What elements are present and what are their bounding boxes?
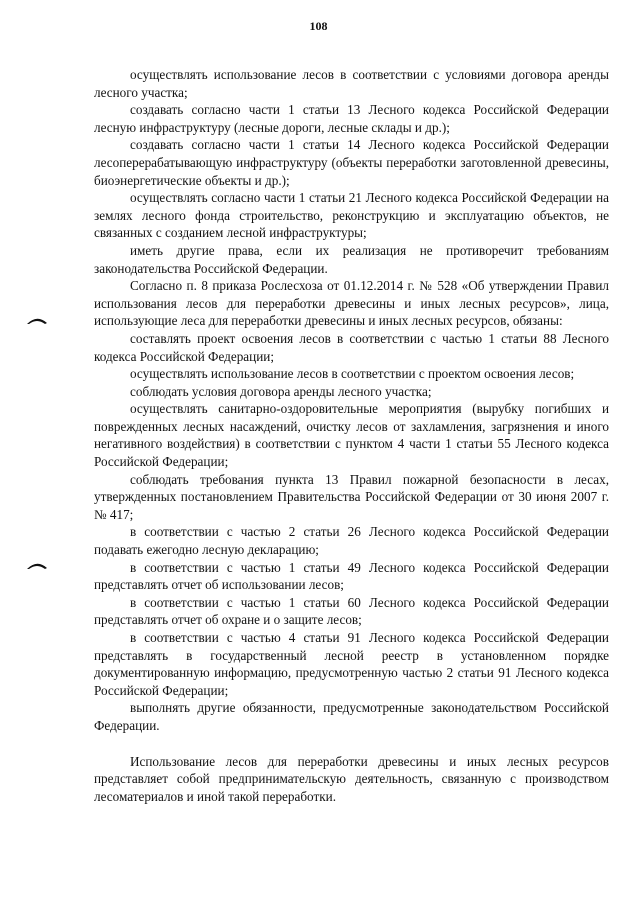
paragraph: выполнять другие обязанности, предусмотренные законодательством Российской Федерации. [94, 700, 609, 733]
punch-hole-mark-icon [26, 560, 48, 570]
paragraph: осуществлять согласно части 1 статьи 21 Лесного кодекса Российской Федерации на землях лесного фонда строительство, реконструкцию и эксплуатацию объектов, не связанных с созданием лесной инфраструктуры; [94, 190, 609, 241]
punch-hole-mark-icon [26, 315, 48, 325]
paragraph: в соответствии с частью 2 статьи 26 Лесного кодекса Российской Федерации подавать ежегодно лесную декларацию; [94, 524, 609, 558]
paragraph: в соответствии с частью 1 статьи 49 Лесного кодекса Российской Федерации представлять отчет об использовании лесов; [94, 559, 609, 593]
paragraph: иметь другие права, если их реализация не противоречит требованиям законодательства Российской Федерации. [94, 242, 609, 276]
document-body [94, 66, 609, 805]
paragraph: в соответствии с частью 4 статьи 91 Лесного кодекса Российской Федерации представлять в государственный лесной реестр в установленном порядке документированную информацию, предусмотренную частью 2 статьи 91 Лесного кодекса Российской Федерации; [94, 630, 609, 698]
paragraph: Согласно п. 8 приказа Рослесхоза от 01.12.2014 г. № 528 «Об утверждении Правил использования лесов для переработки древесины и иных лесных ресурсов», лица, использующие леса для переработки древесины и иных лесных ресурсов, обязаны: [94, 278, 609, 329]
paragraph: осуществлять санитарно-оздоровительные мероприятия (вырубку погибших и поврежденных лесных насаждений, очистку лесов от захламления, загрязнения и иного негативного воздействия) в соответствии с пунктом 4 части 1 статьи 55 Лесного кодекса Российской Федерации; [94, 401, 609, 470]
page-number: 108 [309, 19, 328, 33]
paragraph: создавать согласно части 1 статьи 14 Лесного кодекса Российской Федерации лесоперерабатывающую инфраструктуру (объекты переработки заготовленной древесины, биоэнергетические объекты и др.); [94, 137, 609, 188]
paragraph: в соответствии с частью 1 статьи 60 Лесного кодекса Российской Федерации представлять отчет об охране и о защите лесов; [94, 594, 609, 628]
paragraph: составлять проект освоения лесов в соответствии с частью 1 статьи 88 Лесного кодекса Российской Федерации; [94, 330, 609, 364]
paragraph: осуществлять использование лесов в соответствии с проектом освоения лесов; [130, 366, 575, 382]
paragraph: осуществлять использование лесов в соответствии с условиями договора аренды лесного участка; [94, 67, 609, 100]
paragraph: создавать согласно части 1 статьи 13 Лесного кодекса Российской Федерации лесную инфраструктуру (лесные дороги, лесные склады и др.); [94, 102, 609, 135]
closing-paragraph: Использование лесов для переработки древесины и иных лесных ресурсов представляет собой предпринимательскую деятельность, связанную с производством лесоматериалов и иной такой переработки. [94, 753, 609, 804]
paragraph: соблюдать требования пункта 13 Правил пожарной безопасности в лесах, утвержденных постановлением Правительства Российской Федерации от 30 июня 2007 г. № 417; [94, 471, 609, 522]
paragraph: соблюдать условия договора аренды лесного участка; [130, 383, 432, 399]
